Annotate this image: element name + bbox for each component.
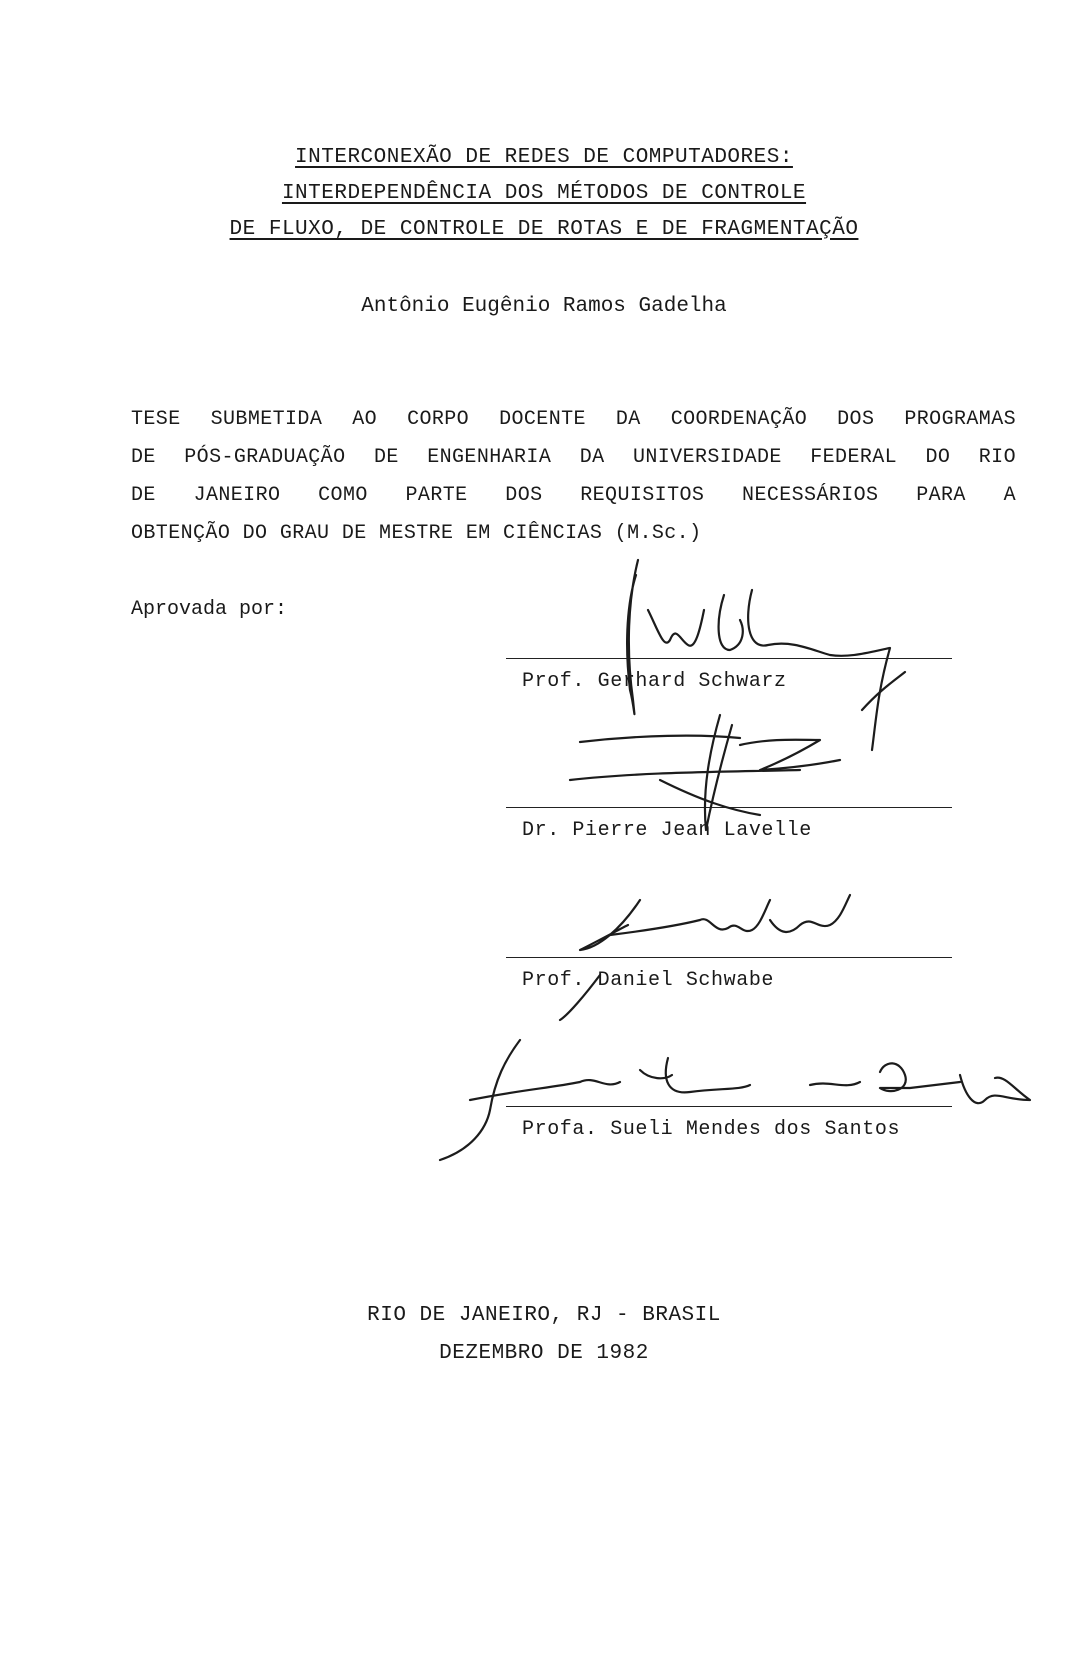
signature-2 [570,715,840,830]
author-name: Antônio Eugênio Ramos Gadelha [361,295,727,318]
committee-member-name-4: Profa. Sueli Mendes dos Santos [522,1118,901,1141]
footer-date: DEZEMBRO DE 1982 [439,1342,649,1365]
signature-line-3 [506,957,952,958]
footer-place: RIO DE JANEIRO, RJ - BRASIL [367,1304,721,1327]
signature-4 [440,1040,1030,1160]
submission-statement-line-2: DE PÓS-GRADUAÇÃO DE ENGENHARIA DA UNIVERSIDADE FEDERAL DO RIO [131,446,1016,469]
submission-statement-line-4: OBTENÇÃO DO GRAU DE MESTRE EM CIÊNCIAS (M.Sc.) [131,522,702,545]
signature-line-1 [506,658,952,659]
signature-1 [627,560,905,750]
approved-by-label: Aprovada por: [131,598,288,621]
signature-line-4 [506,1106,952,1107]
committee-member-name-3: Prof. Daniel Schwabe [522,969,775,992]
submission-statement-line-1: TESE SUBMETIDA AO CORPO DOCENTE DA COORDENAÇÃO DOS PROGRAMAS [131,408,1016,431]
committee-member-name-1: Prof. Gerhard Schwarz [522,670,787,693]
thesis-title-line-2: INTERDEPENDÊNCIA DOS MÉTODOS DE CONTROLE [281,182,807,205]
committee-member-name-2: Dr. Pierre Jean Lavelle [522,819,812,842]
signature-line-2 [506,807,952,808]
thesis-title-line-1: INTERCONEXÃO DE REDES DE COMPUTADORES: [295,146,793,169]
thesis-title-line-3: DE FLUXO, DE CONTROLE DE ROTAS E DE FRAGMENTAÇÃO [229,218,859,241]
submission-statement-line-3: DE JANEIRO COMO PARTE DOS REQUISITOS NECESSÁRIOS PARA A [131,484,1016,507]
